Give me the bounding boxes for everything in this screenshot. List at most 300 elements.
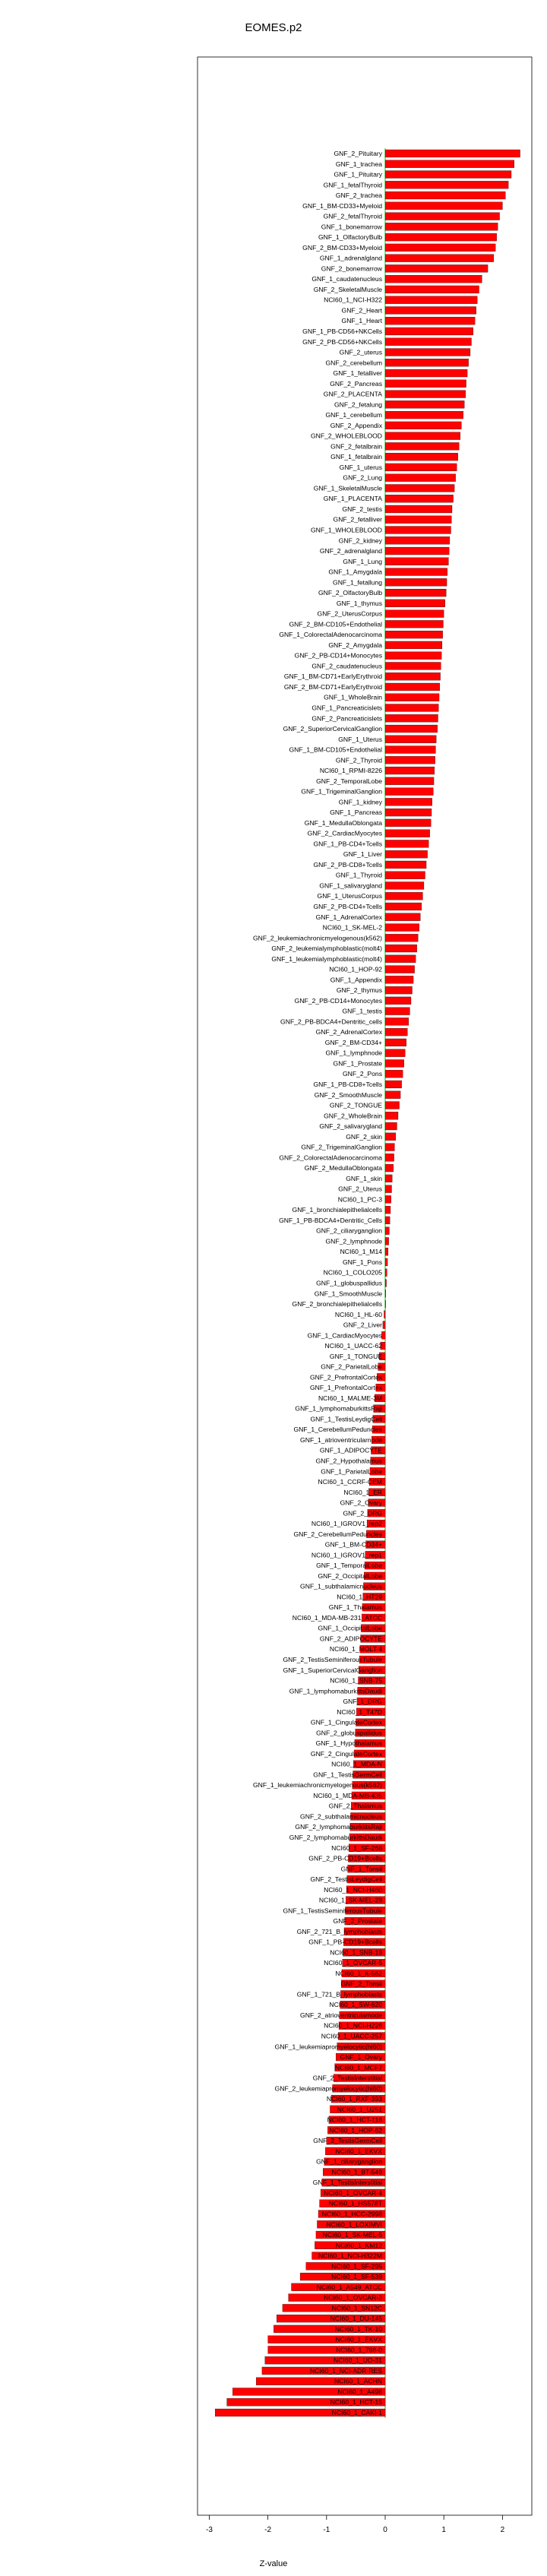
category-label: NCI60_1_HS578T xyxy=(328,2199,383,2207)
category-label: NCI60_1_SW-620 xyxy=(329,2001,383,2009)
bar xyxy=(385,171,511,179)
category-label: NCI60_1_OVCAR-5 xyxy=(324,1959,383,1967)
category-label: GNF_1_CerebellumPeduncles xyxy=(293,1426,383,1434)
bar xyxy=(385,1112,398,1119)
bar xyxy=(385,1081,402,1088)
category-label: GNF_2_Ovary xyxy=(340,1498,383,1507)
category-label: GNF_2_Heart xyxy=(341,306,383,315)
bar xyxy=(385,976,413,983)
bar xyxy=(385,307,476,315)
bar xyxy=(385,244,495,252)
category-label: NCI60_1_NCI-H460 xyxy=(324,1885,383,1894)
category-label: NCI60_1_UACC-257 xyxy=(321,2032,383,2040)
category-label: NCI60_1_U251 xyxy=(337,2105,383,2113)
category-label: GNF_2_PB-CD14+Monocytes xyxy=(294,996,383,1005)
category-label: NCI60_1_PC-3 xyxy=(337,1195,383,1204)
category-label: GNF_1_SkeletalMuscle xyxy=(313,484,383,492)
category-label: GNF_2_adrenalgland xyxy=(319,547,383,555)
category-label: GNF_1_Uterus xyxy=(338,735,383,743)
category-label: GNF_1_Ovary xyxy=(340,2053,383,2062)
category-label: GNF_2_Pituitary xyxy=(334,150,383,157)
bar xyxy=(385,662,441,669)
bar xyxy=(385,275,482,283)
category-label: GNF_2_leukemiapromyelocytic(hl60) xyxy=(274,2084,383,2093)
bar xyxy=(385,809,432,816)
bar xyxy=(384,1311,385,1318)
bar xyxy=(385,1217,390,1224)
bar xyxy=(385,359,469,366)
bar xyxy=(385,505,452,513)
category-label: GNF_1_fetalliver xyxy=(333,369,383,378)
category-label: GNF_2_Hypothalamus xyxy=(315,1457,383,1465)
category-label: NCI60_1_OVCAR-4 xyxy=(324,2188,383,2197)
bar xyxy=(385,641,442,649)
category-label: GNF_2_Liver xyxy=(343,1321,383,1329)
bar xyxy=(385,338,471,346)
category-label: GNF_1_WHOLEBLOOD xyxy=(310,526,383,534)
category-label: NCI60_1_HOP-92 xyxy=(329,965,383,973)
category-label: GNF_1_MedullaOblongata xyxy=(304,818,383,827)
bar xyxy=(385,264,488,272)
category-label: GNF_2_fetalliver xyxy=(333,515,383,524)
category-label: GNF_2_salivarygland xyxy=(319,1122,383,1131)
bar xyxy=(385,411,463,419)
category-label: NCI60_1_OVCAR-3 xyxy=(324,2293,383,2302)
category-label: GNF_1_Prostate xyxy=(333,1059,383,1068)
bar xyxy=(385,600,445,607)
bar xyxy=(385,1008,409,1015)
bar xyxy=(385,328,473,335)
bar xyxy=(385,736,436,743)
category-label: GNF_1_skin xyxy=(346,1174,383,1182)
category-label: NCI60_1_LOXIMVI xyxy=(326,2220,383,2229)
bar xyxy=(385,620,443,628)
category-label: GNF_1_OlfactoryBulb xyxy=(318,233,383,242)
bar xyxy=(385,725,438,733)
category-label: GNF_2_SkeletalMuscle xyxy=(313,285,383,293)
bar xyxy=(385,589,446,597)
category-label: GNF_2_BM-CD33+Myeloid xyxy=(302,243,383,252)
bar xyxy=(385,484,454,492)
bar xyxy=(385,955,416,963)
category-label: GNF_1_ColorectalAdenocarcinoma xyxy=(279,631,383,639)
bar xyxy=(381,1331,385,1339)
category-label: GNF_1_Tonsil xyxy=(340,1865,383,1873)
bar xyxy=(385,683,440,691)
bar xyxy=(385,160,514,168)
category-label: GNF_1_PB-CD56+NKCells xyxy=(302,327,383,335)
category-label: GNF_1_Pons xyxy=(342,1258,383,1266)
x-tick-label: -3 xyxy=(205,2526,213,2534)
category-label: GNF_1_AdrenalCortex xyxy=(315,913,383,921)
category-label: GNF_1_PrefrontalCortex xyxy=(309,1384,383,1392)
bar xyxy=(385,610,444,618)
category-label: NCI60_1_ACHN xyxy=(334,2377,383,2385)
category-label: GNF_2_Uterus xyxy=(338,1185,383,1193)
category-label: GNF_1_leukemiapromyelocytic(hl60) xyxy=(274,2043,383,2051)
bar xyxy=(385,578,447,586)
category-label: GNF_2_CerebellumPeduncles xyxy=(293,1530,383,1538)
bar xyxy=(385,181,508,188)
category-label: NCI60_1_ER xyxy=(343,1488,383,1496)
bar xyxy=(385,296,477,304)
bar xyxy=(385,934,418,941)
category-label: GNF_1_testis xyxy=(342,1007,383,1015)
category-label: GNF_2_fetalung xyxy=(334,400,383,409)
category-label: GNF_2_CardiacMyocytes xyxy=(307,829,383,837)
category-label: NCI60_1_UO-31 xyxy=(334,2356,383,2365)
bar xyxy=(385,1175,392,1182)
category-label: GNF_2_TrigeminalGanglion xyxy=(301,1143,383,1151)
category-label: GNF_1_BM-CD105+Endothelial xyxy=(289,745,383,754)
category-label: GNF_1_TONGUE xyxy=(329,1352,383,1360)
category-label: GNF_1_SuperiorCervicalGanglion xyxy=(283,1666,383,1674)
bar xyxy=(385,1195,391,1203)
category-label: NCI60_1_MDA-MB-435 xyxy=(313,1791,383,1799)
bar xyxy=(385,233,497,241)
category-label: GNF_1_cerebellum xyxy=(325,411,383,419)
category-label: GNF_1_TestisLeydigCell xyxy=(310,1415,383,1423)
category-label: GNF_1_PB-CD8+Tcells xyxy=(313,1080,383,1088)
category-label: GNF_1_721_B_lymphoblasts xyxy=(296,1990,383,1998)
category-label: GNF_2_Tonsil xyxy=(340,1979,383,1988)
category-label: GNF_1_bronchialepithelialcells xyxy=(292,1206,383,1214)
category-label: NCI60_1_MDA-N xyxy=(331,1760,383,1768)
category-label: GNF_2_ColorectalAdenocarcinoma xyxy=(279,1154,383,1162)
category-label: GNF_2_kidney xyxy=(338,536,383,545)
bar xyxy=(385,997,411,1005)
bar xyxy=(385,1070,403,1078)
category-label: NCI60_1_MOLT-4 xyxy=(329,1645,383,1654)
category-label: NCI60_1_NCI-H226 xyxy=(324,2021,383,2030)
bar xyxy=(385,202,502,210)
category-label: GNF_1_atrioventricularnode xyxy=(300,1435,383,1444)
x-tick-label: 0 xyxy=(383,2526,387,2534)
bar xyxy=(385,380,466,388)
category-label: GNF_1_trachea xyxy=(335,160,383,168)
category-label: GNF_2_trachea xyxy=(335,191,383,200)
category-label: GNF_1_CardiacMyocytes xyxy=(307,1331,383,1340)
category-label: NCI60_1_RXF-393 xyxy=(326,2095,383,2103)
category-label: NCI60_1_M14 xyxy=(340,1248,383,1256)
category-label: GNF_1_leukemialymphoblastic(molt4) xyxy=(271,954,383,963)
bar xyxy=(385,317,475,324)
chart-title: EOMES.p2 xyxy=(245,21,302,34)
category-label: NCI60_1_IGROV1_rep1 xyxy=(311,1551,383,1559)
category-label: NCI60_1_SF-295 xyxy=(331,2262,383,2271)
category-label: GNF_1_Pancreas xyxy=(330,809,383,817)
category-label: GNF_1_leukemiachronicmyelogenous(k562) xyxy=(252,1781,383,1790)
bar xyxy=(385,558,448,565)
bar xyxy=(385,150,520,157)
x-tick-label: -1 xyxy=(323,2526,330,2534)
category-label: GNF_2_BM-CD34+ xyxy=(324,1038,383,1046)
category-label: GNF_1_Pituitary xyxy=(334,170,383,179)
category-label: NCI60_1_TK-10 xyxy=(334,2324,383,2333)
category-label: GNF_2_lymphomaburkittsDaudi xyxy=(289,1833,383,1841)
bar xyxy=(385,1237,389,1245)
category-label: GNF_2_bonemarrow xyxy=(321,264,383,273)
category-label: GNF_2_PLACENTA xyxy=(323,390,383,398)
bar xyxy=(385,191,505,199)
category-label: NCI60_1_CAKI-1 xyxy=(331,2409,383,2416)
category-label: NCI60_1_NCI-H322 xyxy=(324,296,383,304)
bar xyxy=(385,819,431,827)
bar xyxy=(385,286,479,293)
category-label: GNF_1_Lung xyxy=(343,557,383,565)
category-label: GNF_1_fetalbrain xyxy=(330,453,383,461)
bar xyxy=(385,1039,406,1046)
category-label: GNF_1_UterusCorpus xyxy=(317,892,383,900)
bar xyxy=(385,213,500,220)
category-label: GNF_1_TrigeminalGanglion xyxy=(301,787,383,796)
category-label: GNF_1_globuspallidus xyxy=(316,1279,383,1287)
bar xyxy=(385,1122,397,1130)
category-label: GNF_2_leukemiachronicmyelogenous(k562) xyxy=(252,934,383,942)
category-label: GNF_2_thymus xyxy=(336,986,383,995)
bar xyxy=(385,1290,386,1297)
category-label: NCI60_1_SNB-75 xyxy=(330,1676,383,1685)
bar xyxy=(385,631,443,638)
category-label: NCI60_1_A549_ATCC xyxy=(316,2283,383,2291)
category-label: GNF_2_PrefrontalCortex xyxy=(309,1373,383,1381)
category-label: GNF_2_PB-CD19+Bcells xyxy=(308,1854,383,1862)
bar xyxy=(385,369,467,377)
category-label: NCI60_1_DU-145 xyxy=(330,2315,383,2323)
category-label: GNF_2_SmoothMuscle xyxy=(314,1090,383,1099)
category-label: GNF_1_bonemarrow xyxy=(321,223,383,231)
category-label: GNF_1_adrenalgland xyxy=(319,254,383,262)
bar xyxy=(385,945,417,952)
category-label: GNF_2_OlfactoryBulb xyxy=(318,589,383,597)
bar xyxy=(385,840,428,847)
category-label: GNF_2_OccipitalLobe xyxy=(318,1571,383,1580)
bar xyxy=(385,568,447,576)
category-label: GNF_1_Liver xyxy=(343,850,383,859)
category-label: GNF_2_Pancreas xyxy=(330,379,383,388)
category-label: GNF_2_TONGUE xyxy=(329,1101,383,1109)
bar xyxy=(385,892,422,900)
category-label: GNF_1_Pancreaticislets xyxy=(311,704,383,712)
bar xyxy=(385,495,454,502)
bar xyxy=(385,391,466,398)
category-label: NCI60_1_MDA-MB-231_ATCC xyxy=(292,1613,383,1622)
category-label: GNF_1_ciliaryganglion xyxy=(316,2157,383,2166)
bar xyxy=(385,1164,394,1172)
category-label: GNF_2_CingulateCortex xyxy=(310,1749,383,1758)
bar xyxy=(385,464,457,471)
category-label: GNF_1_SmoothMuscle xyxy=(314,1290,383,1298)
category-label: GNF_2_WholeBrain xyxy=(324,1112,383,1120)
category-label: GNF_2_SuperiorCervicalGanglion xyxy=(283,725,383,733)
category-label: GNF_2_PB-CD8+Tcells xyxy=(313,860,383,869)
category-label: NCI60_1_SF-539 xyxy=(331,2273,383,2281)
bar xyxy=(385,223,498,230)
category-label: GNF_1_lymphomaburkittsDaudi xyxy=(289,1687,383,1695)
category-label: GNF_1_TestisGermCell xyxy=(313,1771,383,1779)
bar xyxy=(385,756,435,764)
bar xyxy=(385,788,433,796)
category-label: GNF_2_lymphomaburkittsRaji xyxy=(295,1823,383,1831)
category-label: NCI60_1_MCF7 xyxy=(334,2063,383,2071)
category-label: NCI60_1_MALME-3M xyxy=(318,1394,383,1402)
category-label: GNF_2_TestisGermCell xyxy=(313,2137,383,2145)
category-label: GNF_1_subthalamicnucleus xyxy=(300,1582,383,1590)
category-label: GNF_2_fetalbrain xyxy=(330,442,383,451)
category-label: GNF_1_TemporalLobe xyxy=(316,1562,383,1570)
category-label: GNF_2_PB-CD14+Monocytes xyxy=(294,651,383,660)
category-label: GNF_2_ADIPOCYTE xyxy=(319,1635,383,1643)
bar xyxy=(385,903,422,910)
bar xyxy=(385,913,420,921)
category-label: NCI60_1_BT-549 xyxy=(331,2168,383,2176)
category-label: GNF_2_PB-BDCA4+Dentritic_cells xyxy=(280,1017,383,1026)
bar xyxy=(385,1206,390,1214)
category-label: GNF_1_ParietalLobe xyxy=(321,1467,383,1476)
category-label: GNF_2_lymphnode xyxy=(325,1237,383,1245)
bar xyxy=(385,1300,386,1308)
category-label: GNF_1_CingulateCortex xyxy=(310,1718,383,1726)
bar xyxy=(385,652,441,660)
category-label: GNF_1_ADIPOCYTE xyxy=(319,1446,383,1454)
category-label: GNF_2_TestisInterstitial xyxy=(312,2074,383,2082)
bar xyxy=(385,1185,391,1193)
category-label: GNF_1_PB-BDCA4+Dentritic_Cells xyxy=(279,1216,383,1224)
bar xyxy=(385,1280,387,1287)
category-label: NCI60_1_SK-MEL-2 xyxy=(322,923,383,932)
category-label: GNF_2_bronchialepithelialcells xyxy=(292,1300,383,1309)
category-label: GNF_2_Appendix xyxy=(330,421,383,429)
category-label: GNF_2_Prostate xyxy=(333,1917,383,1926)
bar xyxy=(385,746,435,754)
bar xyxy=(385,1258,387,1266)
category-label: GNF_1_thymus xyxy=(336,599,383,607)
category-label: NCI60_1_A498 xyxy=(337,2388,383,2396)
category-label: NCI60_1_NCI-ADR-RES xyxy=(309,2366,383,2375)
category-label: NCI60_1_SN12C xyxy=(331,2304,383,2312)
category-label: GNF_2_BM-CD105+Endothelial xyxy=(289,620,383,628)
category-label: GNF_1_lymphomaburkittsRaji xyxy=(295,1404,383,1413)
bar xyxy=(385,694,439,701)
bar xyxy=(385,1102,400,1109)
bar xyxy=(385,1269,387,1277)
category-label: GNF_1_fetalThyroid xyxy=(323,181,383,189)
category-label: GNF_2_AdrenalCortex xyxy=(315,1028,383,1036)
category-label: GNF_1_salivarygland xyxy=(319,881,383,890)
bar xyxy=(385,516,451,524)
category-label: NCI60_1_RPMI-8226 xyxy=(319,767,383,775)
bar xyxy=(385,986,413,994)
bar xyxy=(385,966,415,973)
bar xyxy=(383,1321,385,1329)
x-tick-label: -2 xyxy=(264,2526,272,2534)
category-label: GNF_2_caudatenucleus xyxy=(311,662,383,670)
category-label: GNF_1_OccipitalLobe xyxy=(318,1624,383,1632)
bar xyxy=(385,830,430,837)
category-label: NCI60_1_CCRF-CEM xyxy=(318,1478,383,1486)
category-label: GNF_2_ParietalLobe xyxy=(321,1362,383,1371)
bar xyxy=(385,850,428,858)
category-label: NCI60_1_EKVX xyxy=(335,2147,383,2155)
category-label: GNF_1_fetallung xyxy=(333,578,383,587)
category-label: GNF_2_PB-CD4+Tcells xyxy=(313,903,383,910)
category-label: GNF_2_Pancreaticislets xyxy=(311,714,383,723)
category-label: GNF_1_PB-CD4+Tcells xyxy=(313,840,383,848)
category-label: GNF_2_Thyroid xyxy=(335,756,383,764)
bar xyxy=(385,400,464,408)
category-label: GNF_1_TestisSeminiferousTubule xyxy=(283,1907,383,1915)
category-label: GNF_2_fetalThyroid xyxy=(323,212,383,220)
category-label: NCI60_1_HT29 xyxy=(337,1593,383,1601)
category-label: GNF_1_WholeBrain xyxy=(324,693,383,701)
category-label: GNF_2_testis xyxy=(342,505,383,513)
category-label: GNF_1_Appendix xyxy=(330,976,383,984)
category-label: GNF_1_lymphnode xyxy=(325,1049,383,1057)
category-label: GNF_2_DRG xyxy=(343,1509,383,1517)
bar xyxy=(385,527,451,534)
category-label: GNF_2_Thalamus xyxy=(328,1802,383,1810)
category-label: NCI60_1_NCI-H322M xyxy=(318,2252,383,2260)
category-label: GNF_1_BM-CD34+ xyxy=(324,1540,383,1549)
bar xyxy=(385,882,424,890)
category-label: NCI60_1_EKVX xyxy=(335,2335,383,2343)
bar xyxy=(385,777,434,785)
category-label: NCI60_1_786-0 xyxy=(336,2346,383,2354)
bar xyxy=(385,442,459,450)
bar xyxy=(385,1049,405,1057)
category-label: GNF_1_Thyroid xyxy=(335,871,383,879)
category-label: GNF_2_leukemialymphoblastic(molt4) xyxy=(271,945,383,953)
x-tick-label: 2 xyxy=(500,2526,505,2534)
category-label: GNF_2_Amygdala xyxy=(328,641,383,649)
bar xyxy=(385,1248,388,1255)
bar xyxy=(385,422,461,429)
bar xyxy=(385,1133,396,1141)
bar xyxy=(385,536,450,544)
bar xyxy=(385,872,425,879)
x-tick-label: 1 xyxy=(441,2526,446,2534)
category-labels xyxy=(253,150,383,2416)
category-label: GNF_1_Heart xyxy=(341,317,383,325)
category-label: GNF_1_uterus xyxy=(339,463,383,471)
category-label: GNF_1_PB-CD19+Bcells xyxy=(308,1938,383,1946)
bar xyxy=(385,714,438,722)
category-label: GNF_1_BM-CD71+EarlyErythroid xyxy=(283,672,383,681)
bar xyxy=(385,798,432,805)
category-label: GNF_2_TestisSeminiferousTubule xyxy=(283,1656,383,1663)
category-label: GNF_2_ciliaryganglion xyxy=(316,1226,383,1235)
category-label: GNF_2_subthalamicnucleus xyxy=(300,1812,383,1821)
category-label: GNF_2_TemporalLobe xyxy=(316,777,383,785)
category-label: GNF_1_caudatenucleus xyxy=(311,275,383,283)
category-label: GNF_1_Hypothalamus xyxy=(315,1739,383,1748)
category-label: GNF_1_Amygdala xyxy=(328,568,383,576)
category-label: GNF_2_atrioventricularnode xyxy=(300,2011,383,2019)
category-label: GNF_2_PB-CD56+NKCells xyxy=(302,337,383,346)
bar xyxy=(385,1154,394,1161)
bar xyxy=(385,1017,409,1025)
bar xyxy=(385,432,460,440)
bar xyxy=(385,861,426,869)
x-axis xyxy=(206,2515,505,2534)
category-label: GNF_2_Lung xyxy=(343,473,383,482)
category-label: NCI60_1_SK-MEL-5 xyxy=(322,2231,383,2239)
category-label: GNF_2_TestisLeydigCell xyxy=(310,1875,383,1884)
category-label: NCI60_1_HOP-62 xyxy=(329,2126,383,2135)
category-label: GNF_2_Pons xyxy=(342,1070,383,1078)
category-label: NCI60_1_HCT-116 xyxy=(327,2116,383,2124)
bar xyxy=(385,453,458,460)
